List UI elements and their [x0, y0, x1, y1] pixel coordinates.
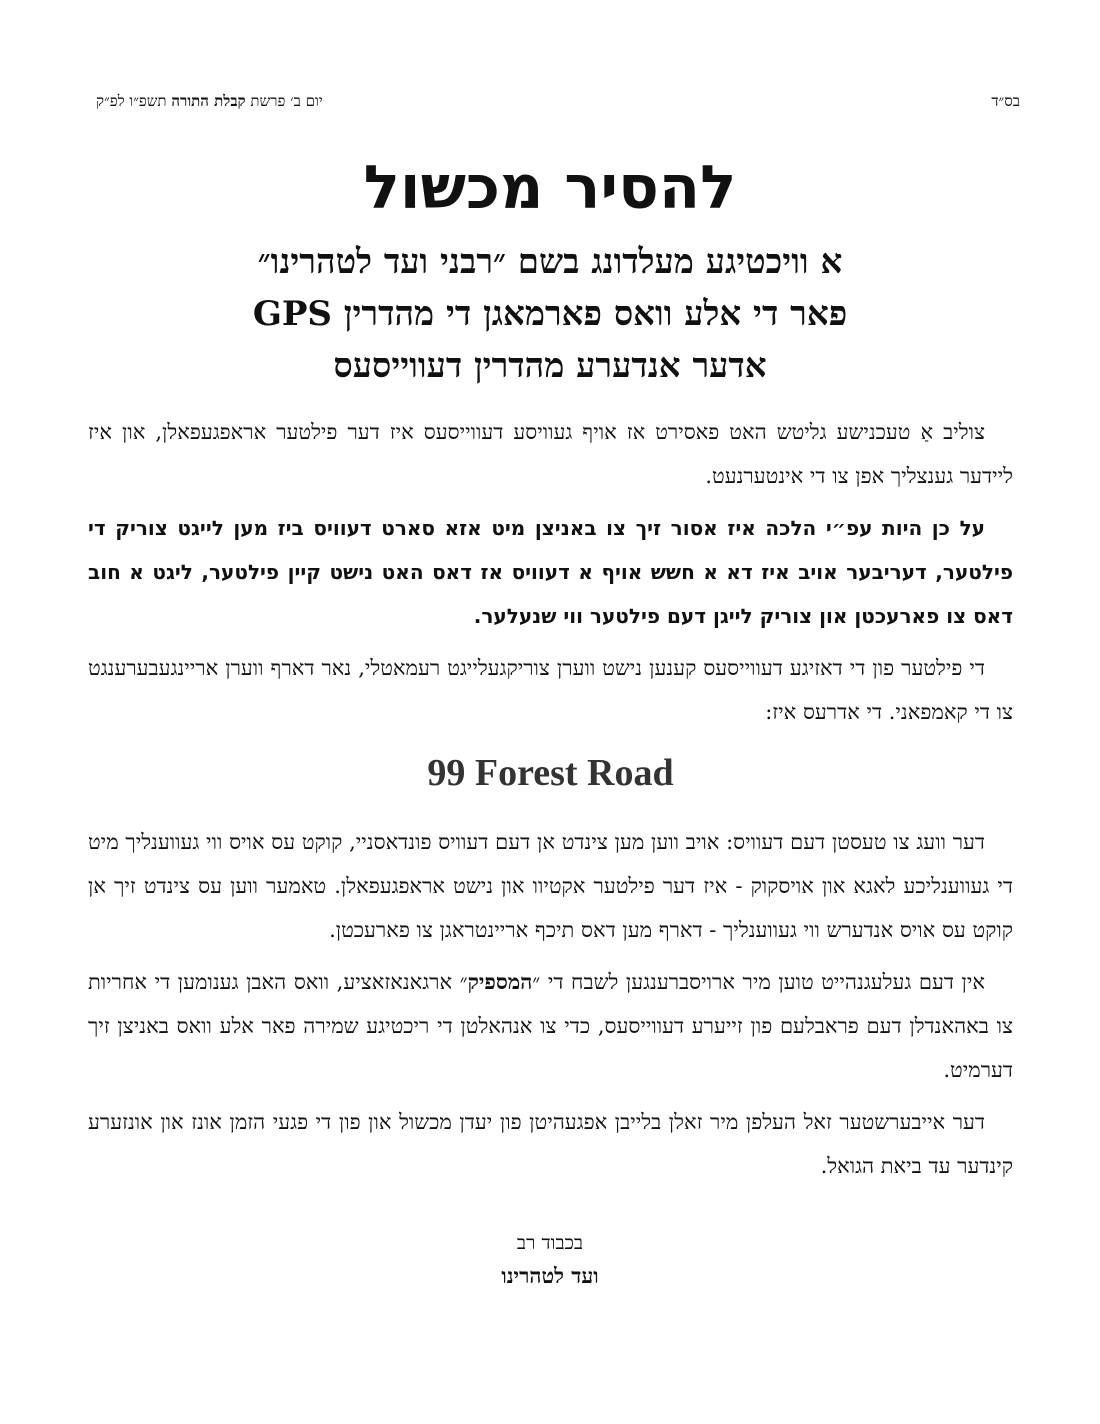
header-date-parsha: קבלת התורה — [171, 92, 246, 110]
paragraph-halacha-warning: על כן היות עפ״י הלכה איז אסור זיך צו באניצן מיט אזא סארט דעוויס ביז מען לייגט צוריק די פילטער, דעריבער אויב איז דא א חשש אויף א דעוויס אז דאס האט נישט קיין פילטער, ליגט א חוב דאס צו פארעכטן און צוריק לייגן דעם פילטער ווי שנעלער. — [88, 516, 1013, 628]
paragraph-filter-issue: צוליב אַ טעכנישע גליטש האט פאסירט אז אויף געוויסע דעווייסעס איז דער פילטער אראפגעפאלן, און איז ליידער גענצליך אפן צו די אינטערנעט. — [88, 420, 1013, 488]
paragraph-thanks-before: אין דעם געלעגנהייט טוען מיר ארויסברענגען לשבח די ״ — [532, 970, 985, 994]
paragraph-test-instructions: דער וועג צו טעסטן דעם דעוויס: אויב ווען מען צינדט אן דעם דעוויס פונדאסניי, קוקט עס אויס ווי געווענליך מיט די געווענליכע לאגא און אויסקוק - איז דער פילטער אקטיוו און נישט אראפגעפאלן. טאמער ווען עס צינדט זיך אן קוקט עס אויס אנדערש ווי געווענליך - דארף מען דאס תיכף אריינטראגן צו פארעכטן. — [88, 830, 1013, 942]
header-date-suffix: תשפ״ו לפ״ק — [96, 92, 167, 110]
closing-signature: ועד לטהרינו — [501, 1263, 599, 1288]
header-bsd: בס״ד — [991, 92, 1020, 110]
organization-name: המספיק — [467, 969, 533, 994]
closing-block — [0, 1228, 1100, 1294]
body-text — [88, 410, 1013, 1196]
paragraph-thanks-after: ״ ארגאנאזאציע, וואס האבן גענומען די אחריות צו באהאנדלן דעם פראבלעם פון זייערע דעווייסעס, כדי צו אנהאלטן די ריכטיגע שמירה פאר אלע וואס באניצן זיך דערמיט. — [88, 970, 1013, 1082]
subtitle-line-2: פאר די אלע וואס פארמאגן די מהדרין GPS — [252, 294, 848, 334]
header-date-prefix: יום ב׳ פרשת — [250, 92, 323, 110]
closing-regards: בכבוד רב — [516, 1232, 584, 1254]
address: 99 Forest Road — [427, 752, 674, 794]
subtitle-line-3: אדער אנדערע מהדרין דעווייסעס — [333, 346, 767, 386]
paragraph-blessing: דער אייבערשטער זאל העלפן מיר זאלן בלייבן אפגעהיטן פון יעדן מכשול און פון די פגעי הזמן אונז און אונזערע קינדער עד ביאת הגואל. — [88, 1110, 1013, 1178]
subtitle-line-1: א וויכטיגע מעלדונג בשם ״רבני ועד לטהרינו״ — [257, 242, 843, 282]
page-title: להסיר מכשול — [363, 153, 737, 223]
header-date — [96, 92, 323, 111]
paragraph-repair-info: די פילטער פון די דאזיגע דעווייסעס קענען נישט ווערן צוריקגעלייגט רעמאטלי, נאר דארף ווערן אריינגעבערענגט צו די קאמפאני. די אדרעס איז: — [88, 656, 1013, 724]
paragraph-organization-thanks — [88, 960, 1013, 1092]
subtitle-block — [0, 236, 1100, 392]
